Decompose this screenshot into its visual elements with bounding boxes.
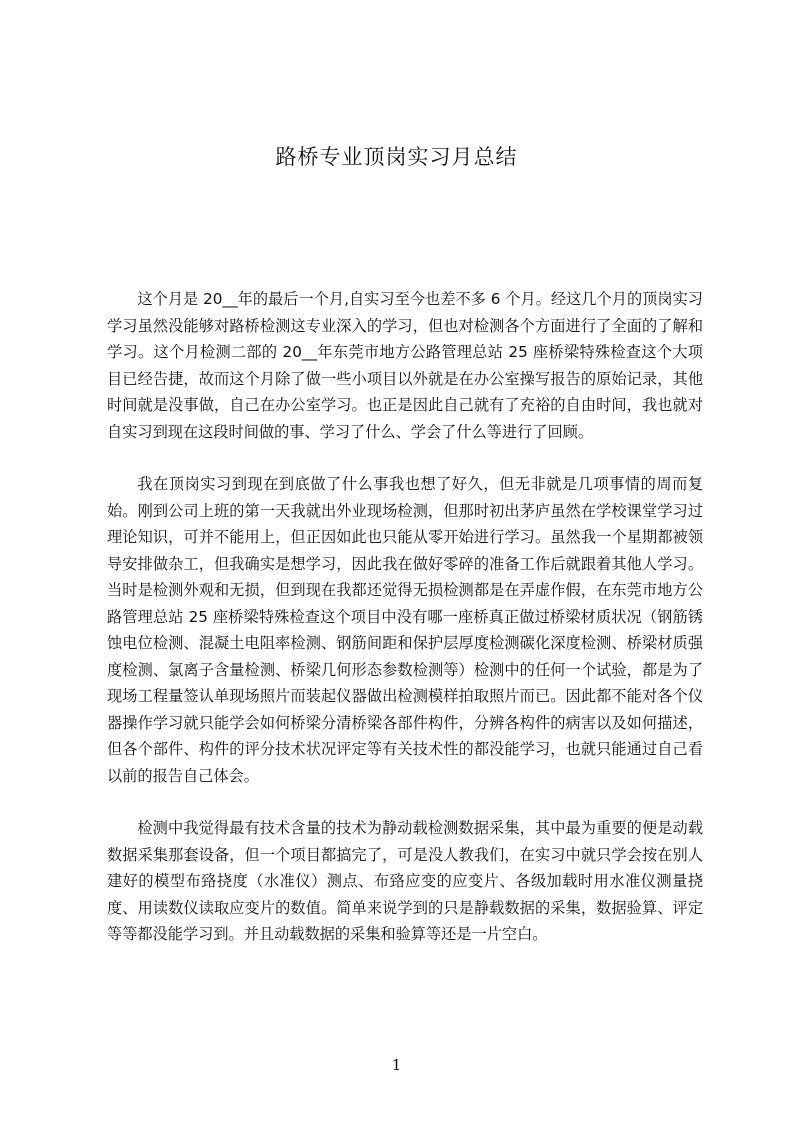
document-body <box>107 286 703 974</box>
paragraph-3: 检测中我觉得最有技术含量的技术为静动载检测数据采集，其中最为重要的便是动载数据采集那套设备，但一个项目都搞完了，可是没人教我们，在实习中就只学会按在别人建好的模型布臵挠度（水准仪）测点、布臵应变的应变片、各级加载时用水准仪测量挠度、用读数仪读取应变片的数值。简单来说学到的只是静载数据的采集，数据验算、评定等等都没能学习到。并且动载数据的采集和验算等还是一片空白。 <box>107 819 703 943</box>
page-number: 1 <box>391 1056 402 1074</box>
paragraph-2: 我在顶岗实习到现在到底做了什么事我也想了好久，但无非就是几项事情的周而复始。刚到公司上班的第一天我就出外业现场检测，但那时初出茅庐虽然在学校课堂学习过理论知识，可并不能用上，但正因如此也只能从零开始进行学习。虽然我一个星期都被领导安排做杂工，但我确实是想学习，因此我在做好零碎的准备工作后就跟着其他人学习。当时是检测外观和无损，但到现在我都还觉得无损检测都是在弄虚作假，在东莞市地方公路管理总站 25 座桥梁特殊检查这个项目中没有哪一座桥真正做过桥梁材质状况（钢筋锈蚀电位检测、混凝土电阻率检测、钢筋间距和保护层厚度检测碳化深度检测、桥梁材质强度检测、氯离子含量检测、桥梁几何形态参数检测等）检测中的任何一个试验，都是为了现场工程量签认单现场照片而装起仪器做出检测模样拍取照片而已。因此都不能对各个仪器操作学习就只能学会如何桥梁分清桥梁各部件构件，分辨各构件的病害以及如何描述，但各个部件、构件的评分技术状况评定等有关技术性的都没能学习，也就只能通过自己看以前的报告自己体会。 <box>107 475 703 785</box>
paragraph-1: 这个月是 20__年的最后一个月,自实习至今也差不多 6 个月。经这几个月的顶岗实习学习虽然没能够对路桥检测这专业深入的学习，但也对检测各个方面进行了全面的了解和学习。这个月检测二部的 20__年东莞市地方公路管理总站 25 座桥梁特殊检查这个大项目已经告捷，故而这个月除了做一些小项目以外就是在办公室操写报告的原始记录，其他时间就是没事做，自己在办公室学习。也正是因此自己就有了充裕的自由时间，我也就对自实习到现在这段时间做的事、学习了什么、学会了什么等进行了回顾。 <box>107 290 703 441</box>
document-title: 路桥专业顶岗实习月总结 <box>275 145 518 169</box>
